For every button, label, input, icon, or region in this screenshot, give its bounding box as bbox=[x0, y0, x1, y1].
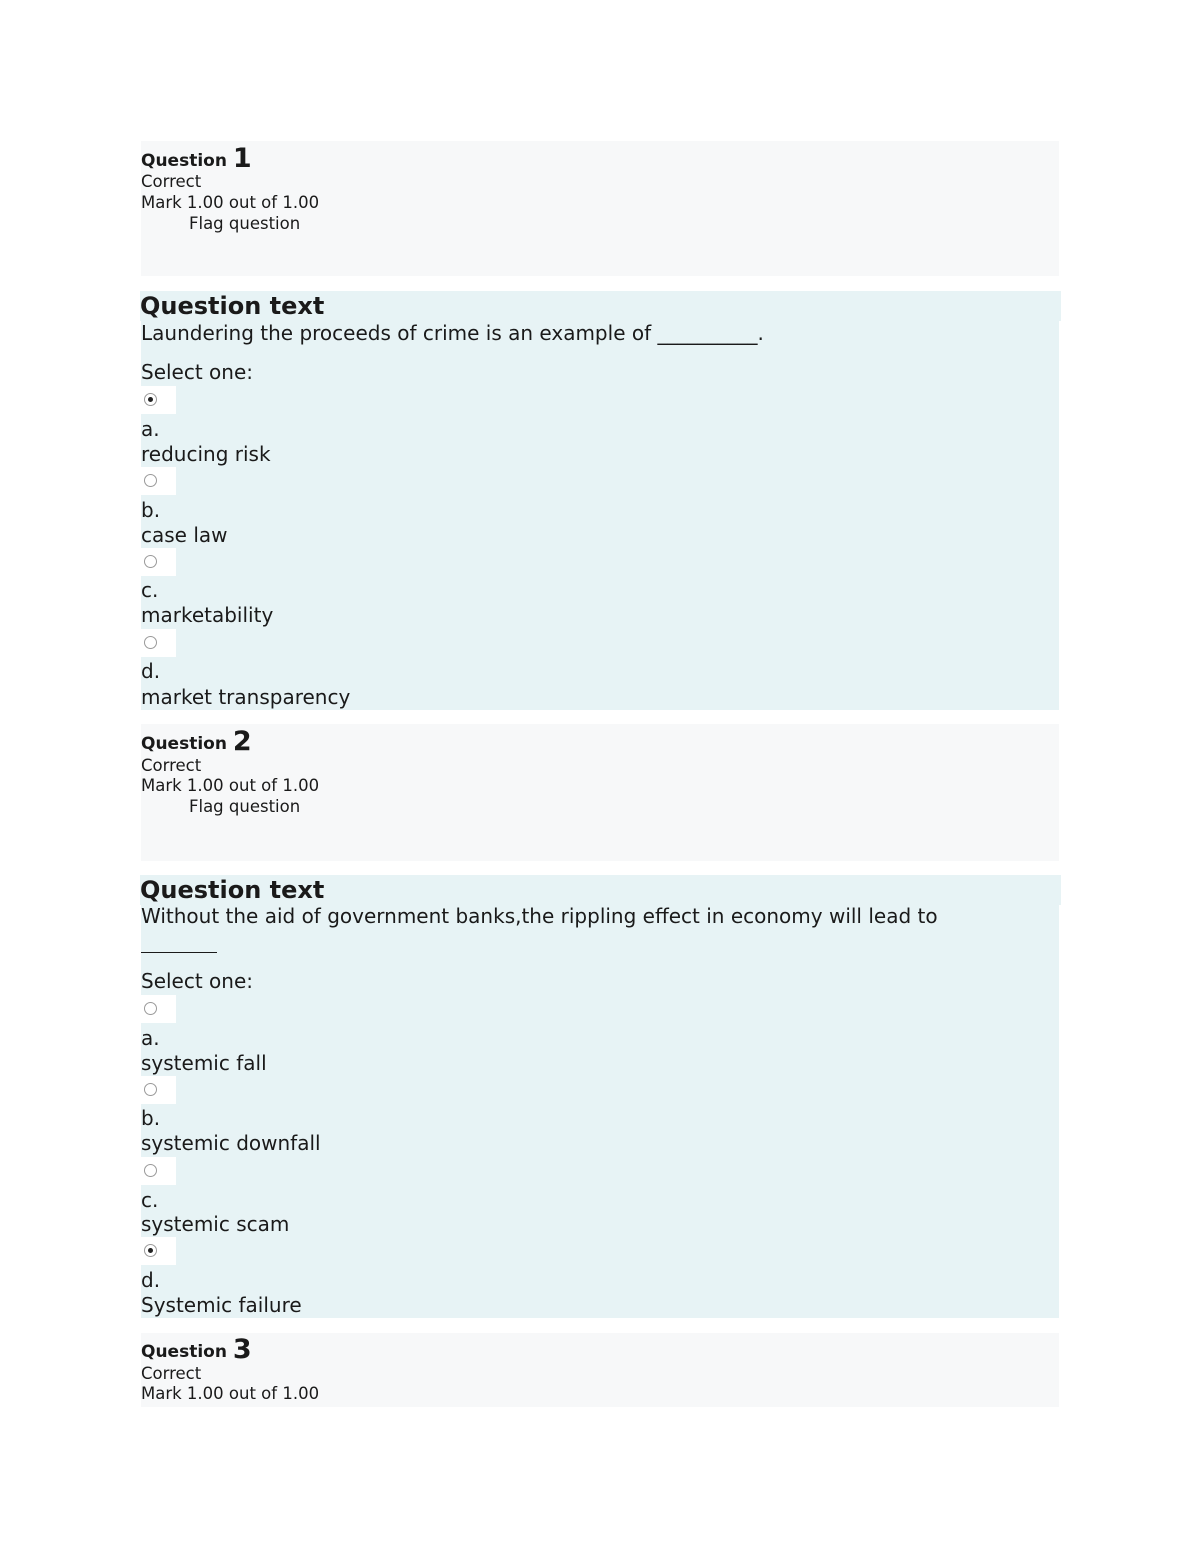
question-1-text-heading: Question text bbox=[140, 291, 1061, 321]
question-1-option-c-radio[interactable] bbox=[141, 548, 176, 576]
question-1-flag-button[interactable]: Flag question bbox=[189, 214, 301, 233]
question-2-option-b-radio[interactable] bbox=[141, 1076, 176, 1104]
radio-checked-icon bbox=[144, 1244, 157, 1257]
radio-unchecked-icon bbox=[144, 636, 157, 649]
question-2-flag-button[interactable]: Flag question bbox=[189, 797, 301, 816]
question-1-select-prompt: Select one: bbox=[141, 360, 254, 384]
radio-checked-icon bbox=[144, 393, 157, 406]
radio-unchecked-icon bbox=[144, 555, 157, 568]
question-3-number bbox=[141, 1334, 252, 1365]
question-label: Question bbox=[141, 734, 227, 754]
radio-unchecked-icon bbox=[144, 1164, 157, 1177]
question-2-option-b-text[interactable]: systemic downfall bbox=[141, 1131, 321, 1155]
question-1-option-c-letter: c. bbox=[141, 578, 159, 602]
question-2-option-c-radio[interactable] bbox=[141, 1157, 176, 1185]
question-2-option-d-text[interactable]: Systemic failure bbox=[141, 1293, 302, 1317]
question-3-info bbox=[141, 1333, 1059, 1407]
question-2-status: Correct bbox=[141, 756, 202, 775]
question-1-option-c-text[interactable]: marketability bbox=[141, 603, 274, 627]
question-1-option-b-letter: b. bbox=[141, 498, 161, 522]
question-2-info bbox=[141, 724, 1059, 861]
question-2-content bbox=[141, 875, 1059, 1318]
question-2-blank-line bbox=[141, 952, 217, 953]
question-1-status: Correct bbox=[141, 172, 202, 191]
question-number: 3 bbox=[232, 1334, 252, 1365]
question-1-number bbox=[141, 143, 252, 174]
question-2-mark: Mark 1.00 out of 1.00 bbox=[141, 776, 320, 795]
question-2-select-prompt: Select one: bbox=[141, 969, 254, 993]
question-2-option-a-text[interactable]: systemic fall bbox=[141, 1051, 267, 1075]
question-2-option-a-radio[interactable] bbox=[141, 995, 176, 1023]
question-3-mark: Mark 1.00 out of 1.00 bbox=[141, 1384, 320, 1403]
question-2-option-d-radio[interactable] bbox=[141, 1237, 176, 1265]
radio-unchecked-icon bbox=[144, 474, 157, 487]
question-1-option-d-letter: d. bbox=[141, 659, 161, 683]
question-1-option-a-letter: a. bbox=[141, 417, 160, 441]
question-label: Question bbox=[141, 151, 227, 171]
question-1-info bbox=[141, 141, 1059, 276]
question-2-option-b-letter: b. bbox=[141, 1106, 161, 1130]
question-2-option-a-letter: a. bbox=[141, 1026, 160, 1050]
question-2-text: Without the aid of government banks,the rippling effect in economy will lead to bbox=[141, 904, 938, 928]
question-1-option-d-text[interactable]: market transparency bbox=[141, 685, 351, 709]
question-2-option-c-letter: c. bbox=[141, 1188, 159, 1212]
question-number: 1 bbox=[232, 143, 252, 174]
question-2-option-c-text[interactable]: systemic scam bbox=[141, 1212, 290, 1236]
question-3-status: Correct bbox=[141, 1364, 202, 1383]
radio-unchecked-icon bbox=[144, 1002, 157, 1015]
radio-unchecked-icon bbox=[144, 1083, 157, 1096]
question-number: 2 bbox=[232, 726, 252, 757]
question-1-content bbox=[141, 291, 1059, 710]
question-1-option-d-radio[interactable] bbox=[141, 629, 176, 657]
question-1-option-b-text[interactable]: case law bbox=[141, 523, 228, 547]
question-2-option-d-letter: d. bbox=[141, 1268, 161, 1292]
question-1-option-a-text[interactable]: reducing risk bbox=[141, 442, 271, 466]
question-1-option-a-radio[interactable] bbox=[141, 386, 176, 414]
question-1-text: Laundering the proceeds of crime is an example of __________. bbox=[141, 321, 764, 345]
question-2-text-heading: Question text bbox=[140, 875, 1061, 905]
question-1-mark: Mark 1.00 out of 1.00 bbox=[141, 193, 320, 212]
question-label: Question bbox=[141, 1342, 227, 1362]
question-1-option-b-radio[interactable] bbox=[141, 467, 176, 495]
question-2-number bbox=[141, 726, 252, 757]
